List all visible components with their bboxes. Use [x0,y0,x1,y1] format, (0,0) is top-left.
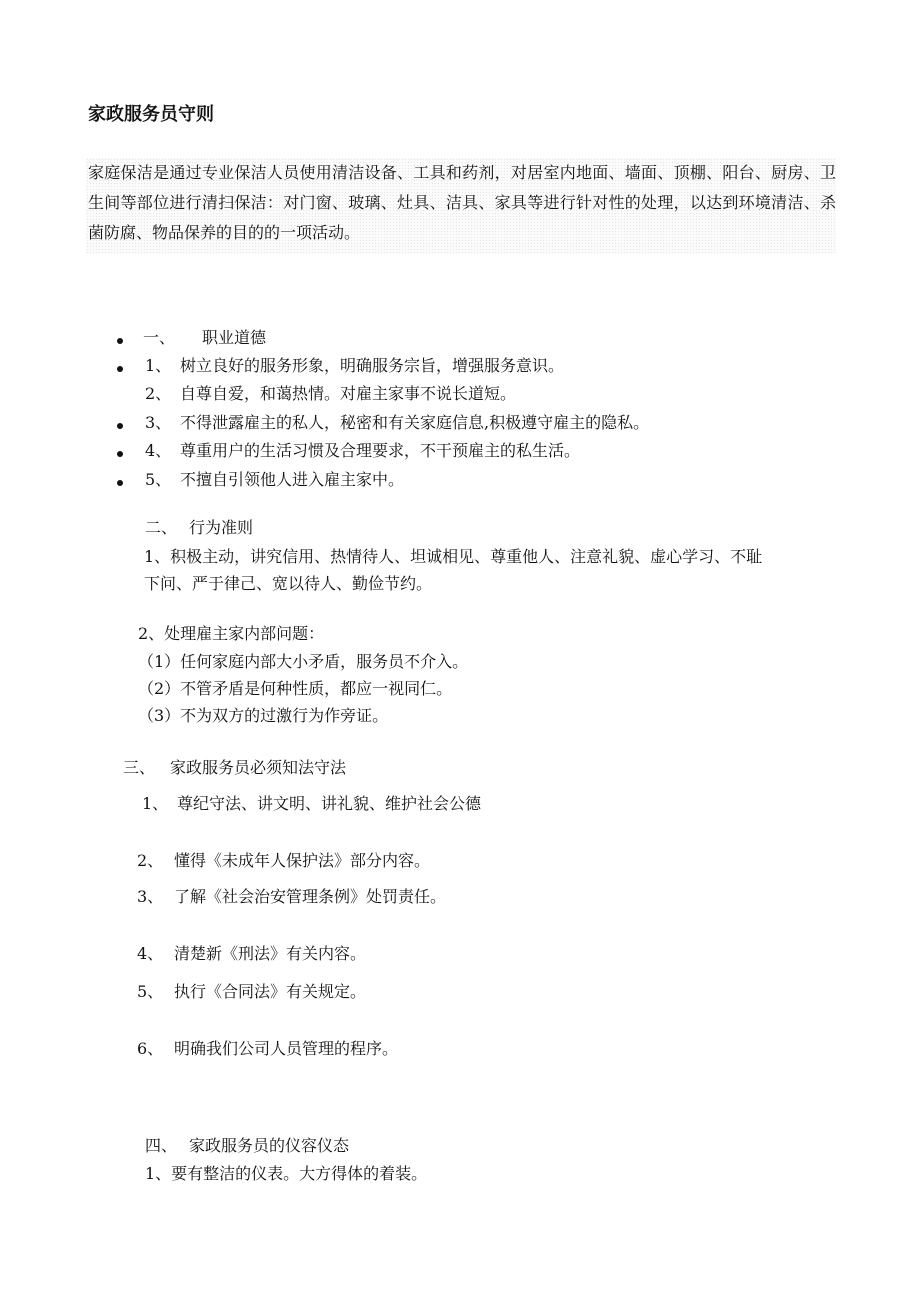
list-item-text: 懂得《未成年人保护法》部分内容。 [174,851,431,870]
intro-paragraph: 家庭保洁是通过专业保洁人员使用清洁设备、工具和药剂，对居室内地面、墙面、顶棚、阳台、厨房、卫生间等部位进行清扫保洁：对门窗、玻璃、灶具、洁具、家具等进行针对性的处理，以达到环境清洁、杀菌防腐、物品保养的目的的一项活动。 [88,163,836,242]
sub-item: （1）任何家庭内部大小矛盾，服务员不介入。 [138,652,469,671]
list-item-number: 1、 [145,356,172,375]
bullet-icon [117,480,123,486]
bullet-icon [117,338,123,344]
list-item-number: 3、 [137,887,164,906]
sub-item: （3）不为双方的过激行为作旁证。 [138,706,389,725]
list-item-number: 4、 [137,944,164,963]
rule-2: 2、处理雇主家内部问题： [138,624,325,643]
list-item-text: 了解《社会治安管理条例》处罚责任。 [174,887,447,906]
section-1-title: 职业道德 [202,328,267,347]
section-4-title: 家政服务员的仪容仪态 [189,1136,350,1155]
bullet-icon [117,423,123,429]
list-item-number: 5、 [137,982,164,1001]
section-2-title: 行为准则 [189,518,254,537]
bullet-icon [117,366,123,372]
list-item-text: 自尊自爱，和蔼热情。对雇主家事不说长道短。 [180,384,517,403]
list-item-text: 清楚新《刑法》有关内容。 [174,944,367,963]
document-title: 家政服务员守则 [88,104,214,125]
list-item-text: 不擅自引领他人进入雇主家中。 [180,470,405,489]
list-item-text: 树立良好的服务形象，明确服务宗旨，增强服务意识。 [180,356,565,375]
list-item-number: 4、 [145,441,172,460]
section-4-number: 四、 [145,1136,178,1155]
list-item-number: 6、 [137,1039,164,1058]
list-item-text: 尊重用户的生活习惯及合理要求，不干预雇主的私生活。 [180,441,581,460]
list-item-number: 2、 [145,384,172,403]
list-item-text: 不得泄露雇主的私人，秘密和有关家庭信息,积极遵守雇主的隐私。 [180,413,650,432]
rule-1-line-2: 下问、严于律己、宽以待人、勤俭节约。 [144,574,433,593]
list-item-number: 5、 [145,470,172,489]
list-item-number: 2、 [137,851,164,870]
section-3-number: 三、 [123,758,156,777]
section-3-title: 家政服务员必须知法守法 [170,758,347,777]
list-item-number: 3、 [145,413,172,432]
list-item-text: 尊纪守法、讲文明、讲礼貌、维护社会公德 [177,794,482,813]
rule-1-line-1: 1、积极主动，讲究信用、热情待人、坦诚相见、尊重他人、注意礼貌、虚心学习、不耻 [144,547,763,566]
section-2-number: 二、 [145,518,178,537]
list-item-number: 1、 [142,794,169,813]
bullet-icon [117,451,123,457]
intro-paragraph-block [86,158,836,254]
section-1-number: 一、 [143,328,176,347]
list-item-text: 明确我们公司人员管理的程序。 [174,1039,399,1058]
sub-item: （2）不管矛盾是何种性质，都应一视同仁。 [138,679,453,698]
section-4-item-1: 1、要有整洁的仪表。大方得体的着装。 [145,1164,428,1183]
list-item-text: 执行《合同法》有关规定。 [174,982,367,1001]
